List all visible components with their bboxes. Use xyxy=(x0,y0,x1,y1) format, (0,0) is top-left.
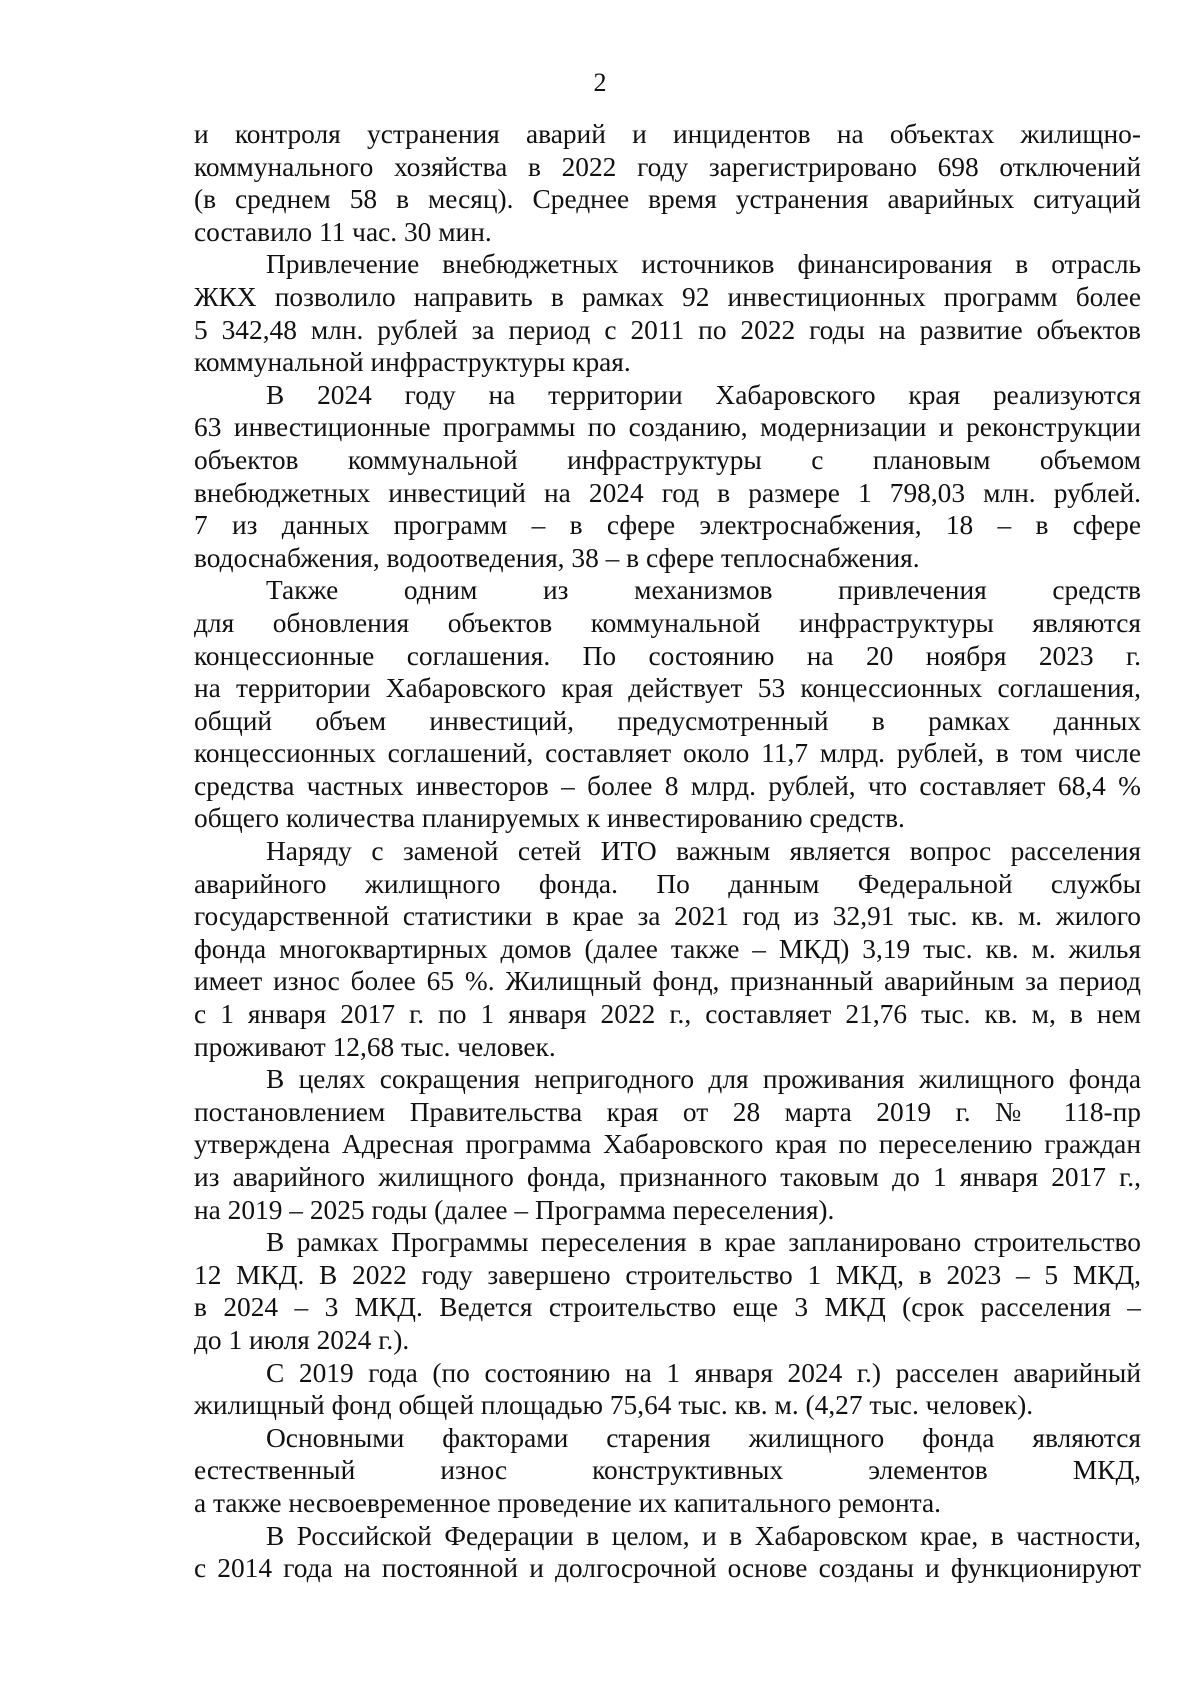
text-line: постановлением Правительства края от 28 марта 2019 г. № 118-пр xyxy=(194,1096,1141,1127)
text-line: на 2019 – 2025 годы (далее – Программа переселения). xyxy=(194,1194,835,1225)
text-line: Также одним из механизмов привлечения средств xyxy=(266,575,1141,606)
text-line: общего количества планируемых к инвестированию средств. xyxy=(194,803,905,834)
text-line: составило 11 час. 30 мин. xyxy=(194,216,492,247)
text-line: 5 342,48 млн. рублей за период с 2011 по 2022 годы на развитие объектов xyxy=(194,314,1141,345)
text-line: В рамках Программы переселения в крае запланировано строительство xyxy=(266,1227,1141,1258)
text-line: Основными факторами старения жилищного фонда являются xyxy=(266,1422,1141,1453)
paragraph xyxy=(194,1422,1141,1520)
paragraph xyxy=(194,248,1141,378)
text-line: средства частных инвесторов – более 8 млрд. рублей, что составляет 68,4 % xyxy=(194,770,1141,801)
text-line: с 1 января 2017 г. по 1 января 2022 г., составляет 21,76 тыс. кв. м, в нем xyxy=(194,999,1141,1030)
text-line: Наряду с заменой сетей ИТО важным является вопрос расселения xyxy=(266,836,1141,867)
text-line: С 2019 года (по состоянию на 1 января 2024 г.) расселен аварийный xyxy=(266,1357,1141,1388)
text-line: 63 инвестиционные программы по созданию, модернизации и реконструкции xyxy=(194,412,1141,443)
paragraph xyxy=(194,1357,1141,1422)
paragraph xyxy=(194,379,1141,575)
text-line: жилищный фонд общей площадью 75,64 тыс. кв. м. (4,27 тыс. человек). xyxy=(194,1390,1034,1421)
text-line: В Российской Федерации в целом, и в Хабаровском крае, в частности, xyxy=(266,1520,1141,1551)
text-line: из аварийного жилищного фонда, признанного таковым до 1 января 2017 г., xyxy=(194,1162,1141,1192)
text-line: ЖКХ позволило направить в рамках 92 инвестиционных программ более xyxy=(194,281,1141,312)
paragraph xyxy=(194,574,1141,835)
paragraph xyxy=(194,1063,1141,1226)
text-line: с 2014 года на постоянной и долгосрочной основе созданы и функционируют xyxy=(194,1553,1141,1584)
text-line: объектов коммунальной инфраструктуры с плановым объемом xyxy=(194,444,1141,475)
text-line: общий объем инвестиций, предусмотренный в рамках данных xyxy=(194,705,1141,736)
paragraph xyxy=(194,1520,1141,1585)
text-line: аварийного жилищного фонда. По данным Федеральной службы xyxy=(194,868,1141,899)
text-line: концессионных соглашений, составляет около 11,7 млрд. рублей, в том числе xyxy=(194,738,1141,769)
text-line: государственной статистики в крае за 2021 год из 32,91 тыс. кв. м. жилого xyxy=(194,901,1141,932)
text-line: имеет износ более 65 %. Жилищный фонд, признанный аварийным за период xyxy=(194,966,1141,997)
text-line: коммунальной инфраструктуры края. xyxy=(194,347,631,378)
page-number: 2 xyxy=(593,68,607,97)
text-line: для обновления объектов коммунальной инфраструктуры являются xyxy=(194,607,1141,638)
text-line: внебюджетных инвестиций на 2024 год в размере 1 798,03 млн. рублей. xyxy=(194,477,1141,508)
text-line: естественный износ конструктивных элементов МКД, xyxy=(194,1455,1141,1486)
text-line: фонда многоквартирных домов (далее также – МКД) 3,19 тыс. кв. м. жилья xyxy=(194,933,1141,964)
text-line: до 1 июля 2024 г.). xyxy=(194,1324,410,1355)
text-line: на территории Хабаровского края действует 53 концессионных соглашения, xyxy=(194,673,1141,704)
text-line: в 2024 – 3 МКД. Ведется строительство еще 3 МКД (срок расселения – xyxy=(194,1292,1141,1323)
text-line: концессионные соглашения. По состоянию на 20 ноября 2023 г. xyxy=(194,640,1141,671)
text-line: коммунального хозяйства в 2022 году зарегистрировано 698 отключений xyxy=(194,151,1141,182)
text-line: а также несвоевременное проведение их капитального ремонта. xyxy=(194,1487,941,1518)
text-line: Привлечение внебюджетных источников финансирования в отрасль xyxy=(266,249,1141,280)
text-line: 12 МКД. В 2022 году завершено строительство 1 МКД, в 2023 – 5 МКД, xyxy=(194,1259,1141,1290)
paragraph xyxy=(194,1226,1141,1356)
paragraph xyxy=(194,118,1141,248)
paragraph xyxy=(194,835,1141,1063)
text-line: и контроля устранения аварий и инцидентов на объектах жилищно- xyxy=(194,119,1141,149)
text-line: проживают 12,68 тыс. человек. xyxy=(194,1031,556,1062)
text-line: водоснабжения, водоотведения, 38 – в сфере теплоснабжения. xyxy=(194,542,920,573)
text-line: В целях сокращения непригодного для проживания жилищного фонда xyxy=(266,1064,1141,1095)
text-line: (в среднем 58 в месяц). Среднее время устранения аварийных ситуаций xyxy=(194,184,1141,215)
text-line: утверждена Адресная программа Хабаровского края по переселению граждан xyxy=(194,1129,1141,1160)
text-line: В 2024 году на территории Хабаровского края реализуются xyxy=(266,379,1141,410)
text-line: 7 из данных программ – в сфере электроснабжения, 18 – в сфере xyxy=(194,510,1141,541)
document-body xyxy=(194,118,1141,1585)
